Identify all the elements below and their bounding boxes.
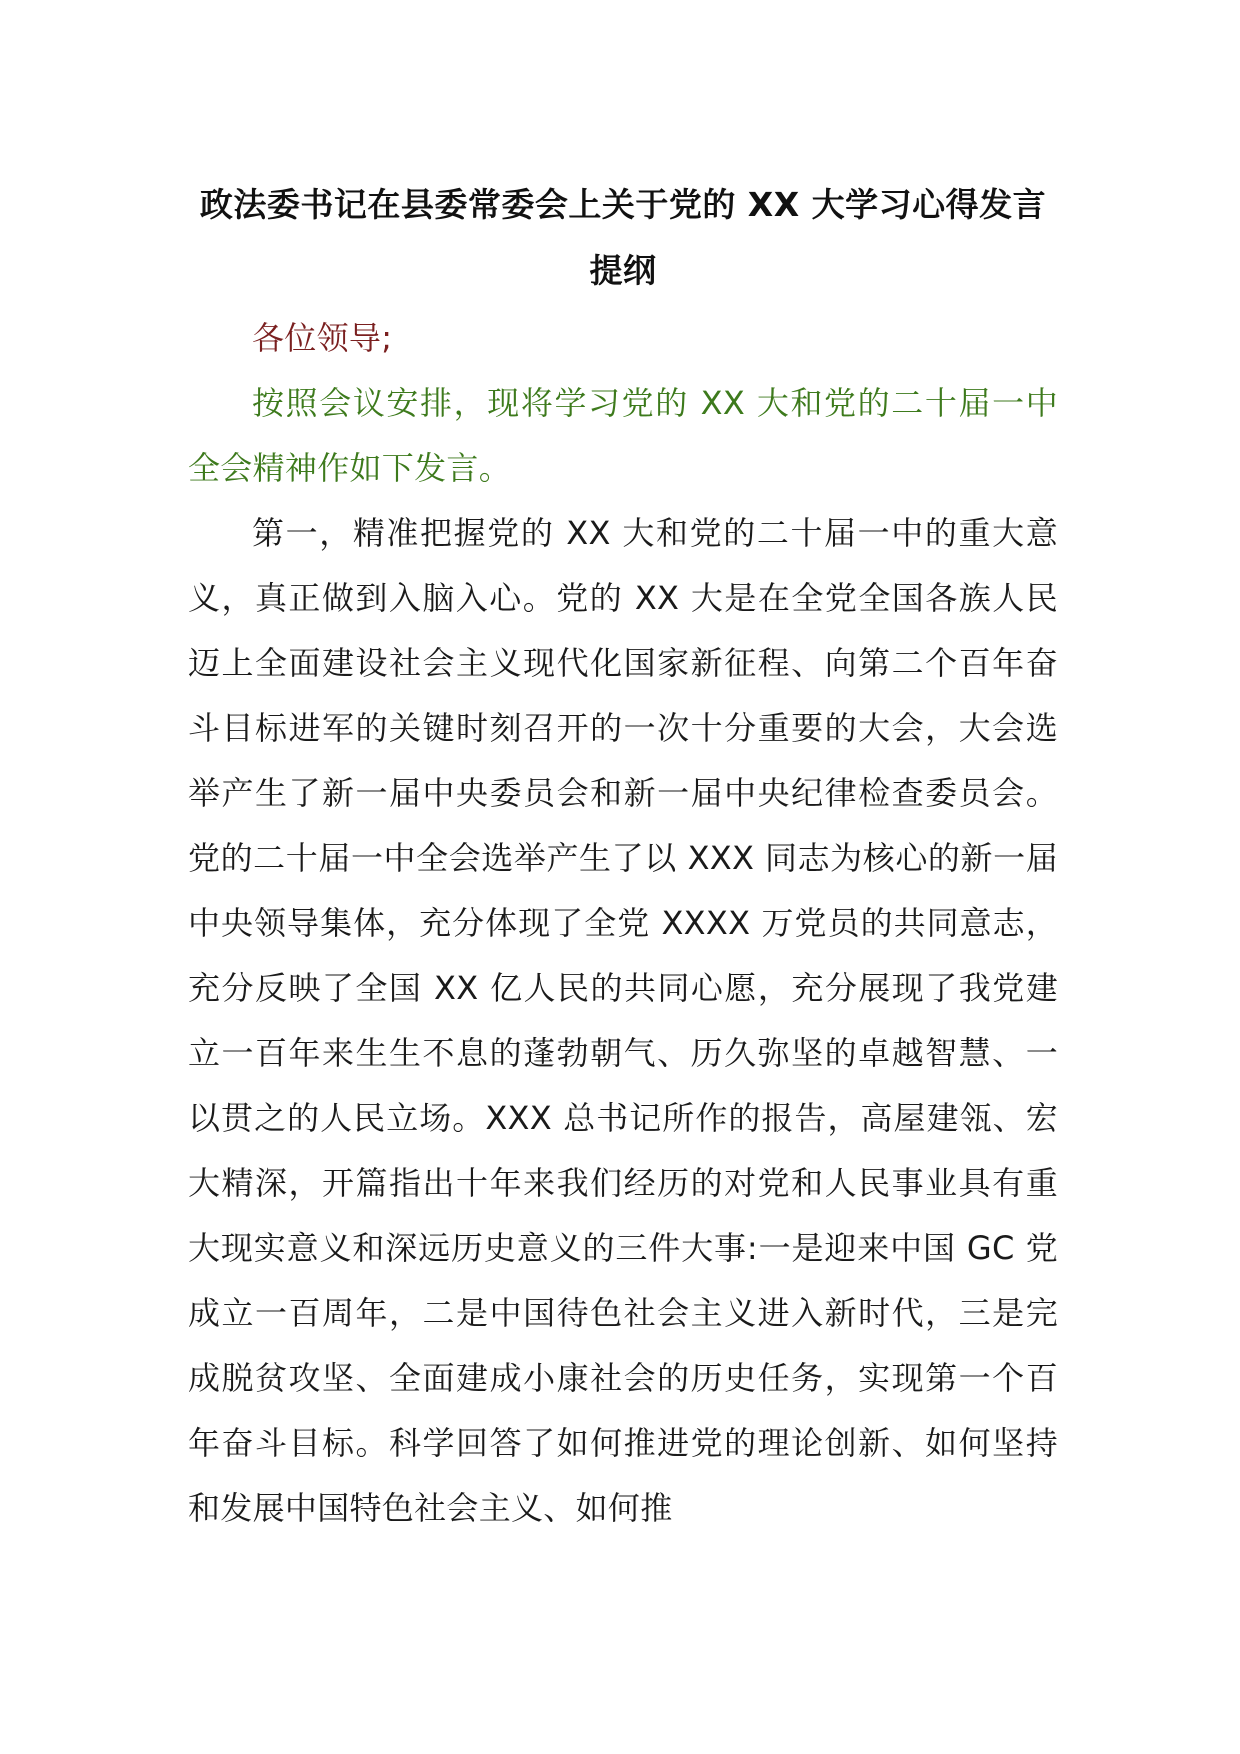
salutation-paragraph: 各位领导; [252, 319, 393, 357]
document-title: 政法委书记在县委常委会上关于党的 XX 大学习心得发言提纲 [199, 185, 1047, 290]
document-content [188, 172, 1058, 1541]
body-paragraph: 第一，精准把握党的 XX 大和党的二十届一中的重大意义，真正做到入脑入心。党的 XX 大是在全党全国各族人民迈上全面建设社会主义现代化国家新征程、向第二个百年奋斗目标进军的关键时刻召开的一次十分重要的大会，大会选举产生了新一届中央委员会和新一届中央纪律检查委员会。党的二十届一中全会选举产生了以 XXX 同志为核心的新一届中央领导集体，充分体现了全党 XXXX 万党员的共同意志，充分反映了全国 XX 亿人民的共同心愿，充分展现了我党建立一百年来生生不息的蓬勃朝气、历久弥坚的卓越智慧、一以贯之的人民立场。XXX 总书记所作的报告，高屋建瓴、宏大精深，开篇指出十年来我们经历的对党和人民事业具有重大现实意义和深远历史意义的三件大事:一是迎来中国 GC 党成立一百周年，二是中国待色社会主义进入新时代，三是完成脱贫攻坚、全面建成小康社会的历史任务，实现第一个百年奋斗目标。科学回答了如何推进党的理论创新、如何坚持和发展中国特色社会主义、如何推 [188, 514, 1058, 1527]
intro-paragraph: 按照会议安排，现将学习党的 XX 大和党的二十届一中全会精神作如下发言。 [188, 384, 1058, 487]
